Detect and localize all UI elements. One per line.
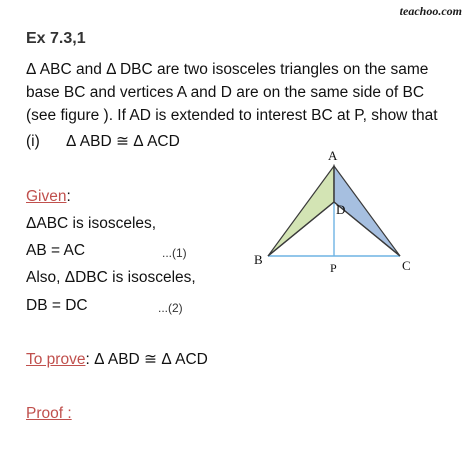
to-prove-statement: : Δ ABD ≅ Δ ACD bbox=[85, 351, 208, 368]
to-prove-heading: To prove bbox=[26, 351, 86, 368]
given-heading: Given bbox=[26, 188, 67, 205]
part-i bbox=[26, 132, 180, 151]
given-line-3: Also, ΔDBC is isosceles, bbox=[26, 269, 196, 286]
label-c: C bbox=[402, 258, 411, 273]
proof-heading: Proof : bbox=[26, 405, 72, 422]
given-line-1: ΔABC is isosceles, bbox=[26, 215, 157, 232]
problem-statement: Δ ABC and Δ DBC are two isosceles triangles on the same base BC and vertices A and D are on the same side of BC (see figure ). If AD is extended to interest BC at P, show that bbox=[26, 61, 438, 124]
to-prove-line bbox=[26, 350, 208, 369]
given-line-2: AB = AC bbox=[26, 242, 86, 259]
triangle-figure bbox=[248, 140, 418, 275]
given-line-4: DB = DC bbox=[26, 297, 88, 314]
given-colon: : bbox=[66, 188, 71, 205]
proof-heading-line bbox=[26, 405, 72, 423]
part-number: (i) bbox=[26, 133, 40, 150]
equation-ref-1: ...(1) bbox=[162, 246, 187, 260]
exercise-title: Ex 7.3,1 bbox=[26, 30, 86, 47]
brand-logo: teachoo.com bbox=[399, 4, 462, 18]
part-statement: Δ ABD ≅ Δ ACD bbox=[66, 133, 180, 150]
label-d: D bbox=[336, 202, 346, 217]
equation-ref-2: ...(2) bbox=[158, 301, 183, 315]
label-b: B bbox=[254, 252, 263, 267]
label-p: P bbox=[330, 261, 337, 275]
given-heading-line bbox=[26, 188, 71, 206]
label-a: A bbox=[328, 148, 338, 163]
